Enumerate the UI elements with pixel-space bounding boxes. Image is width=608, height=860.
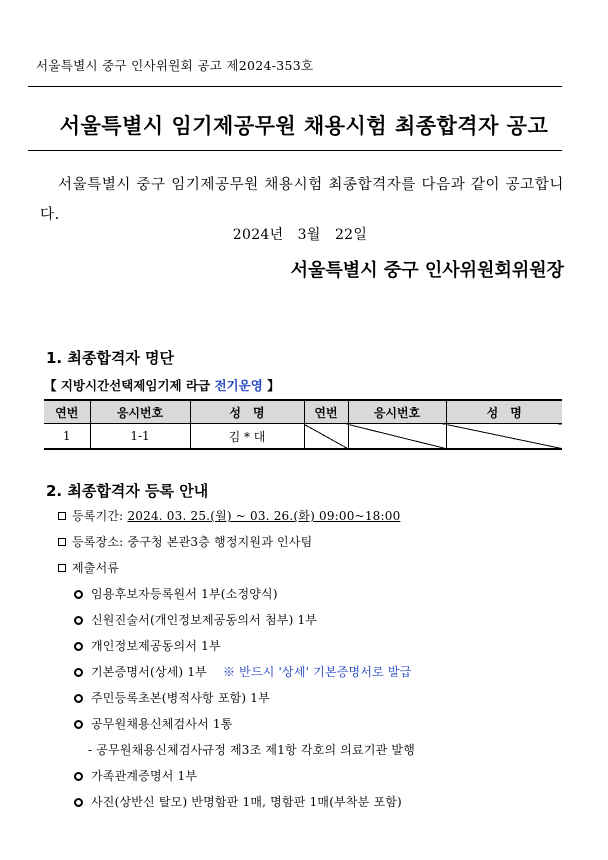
square-bullet-icon <box>58 512 66 520</box>
doc-text: 가족관계증명서 1부 <box>91 769 198 783</box>
col-header-exam-no: 응시번호 <box>90 400 190 424</box>
col-header-no: 연번 <box>44 400 90 424</box>
doc-text: 신원진술서(개인정보제공동의서 첨부) 1부 <box>91 613 318 627</box>
square-bullet-icon <box>58 564 66 572</box>
intro-paragraph: 서울특별시 중구 임기제공무원 채용시험 최종합격자를 다음과 같이 공고합니다. <box>40 177 564 223</box>
doc-text: 공무원채용신체검사서 1통 <box>91 717 233 731</box>
col-header-no-2: 연번 <box>304 400 348 424</box>
subhead-suffix: 】 <box>262 378 280 393</box>
period-value: 2024. 03. 25.(월) ~ 03. 26.(화) 09:00~18:00 <box>127 509 401 523</box>
section1-heading: 1. 최종합격자 명단 <box>46 349 175 367</box>
doc-subtext: - 공무원채용신체검사규정 제3조 제1항 각호의 의료기관 발행 <box>88 743 416 757</box>
subhead-field: 전기운영 <box>214 378 263 393</box>
list-item <box>58 714 415 740</box>
list-item <box>58 662 415 688</box>
circle-bullet-icon <box>74 616 83 625</box>
list-item <box>58 610 415 636</box>
empty-cell <box>446 424 562 450</box>
doc-note: ※ 반드시 '상세' 기본증명서로 발급 <box>222 665 412 679</box>
documents-heading <box>58 558 415 584</box>
circle-bullet-icon <box>74 772 83 781</box>
cell-exam-no: 1-1 <box>90 424 190 450</box>
position-subhead <box>44 376 280 394</box>
documents-label: 제출서류 <box>72 561 120 575</box>
list-item <box>58 688 415 714</box>
notice-date: 2024년 3월 22일 <box>232 227 368 243</box>
circle-bullet-icon <box>74 694 83 703</box>
circle-bullet-icon <box>74 590 83 599</box>
doc-text: 주민등록초본(병적사항 포함) 1부 <box>91 691 270 705</box>
registration-info <box>58 506 415 818</box>
registration-place <box>58 532 415 558</box>
cell-no: 1 <box>44 424 90 450</box>
finalist-table <box>44 399 562 450</box>
empty-cell <box>304 424 348 450</box>
section2-heading: 2. 최종합격자 등록 안내 <box>46 482 209 500</box>
top-divider <box>28 86 562 87</box>
table-row <box>44 424 562 450</box>
square-bullet-icon <box>58 538 66 546</box>
doc-text: 임용후보자등록원서 1부(소정양식) <box>91 587 278 601</box>
doc-text: 기본증명서(상세) 1부 <box>91 665 207 679</box>
doc-text: 개인정보제공동의서 1부 <box>91 639 221 653</box>
subhead-prefix: 【 지방시간선택제임기제 라급 <box>44 378 215 393</box>
list-item <box>58 792 415 818</box>
circle-bullet-icon <box>74 642 83 651</box>
registration-period <box>58 506 415 532</box>
title-divider <box>28 150 562 151</box>
page-title: 서울특별시 임기제공무원 채용시험 최종합격자 공고 <box>59 114 549 138</box>
cell-name: 김 * 대 <box>190 424 304 450</box>
circle-bullet-icon <box>74 720 83 729</box>
circle-bullet-icon <box>74 668 83 677</box>
col-header-name: 성 명 <box>190 400 304 424</box>
place-text: 등록장소: 중구청 본관3층 행정지원과 인사팀 <box>72 535 313 549</box>
list-item <box>58 766 415 792</box>
list-subitem <box>58 740 415 766</box>
circle-bullet-icon <box>74 798 83 807</box>
col-header-name-2: 성 명 <box>446 400 562 424</box>
signer: 서울특별시 중구 인사위원회위원장 <box>290 260 564 281</box>
period-label: 등록기간: <box>72 509 128 523</box>
list-item <box>58 584 415 610</box>
table-header-row <box>44 400 562 424</box>
empty-cell <box>348 424 446 450</box>
doc-text: 사진(상반신 탈모) 반명함판 1매, 명함판 1매(부착분 포함) <box>91 795 402 809</box>
col-header-exam-no-2: 응시번호 <box>348 400 446 424</box>
list-item <box>58 636 415 662</box>
notice-number: 서울특별시 중구 인사위원회 공고 제2024-353호 <box>36 58 314 73</box>
